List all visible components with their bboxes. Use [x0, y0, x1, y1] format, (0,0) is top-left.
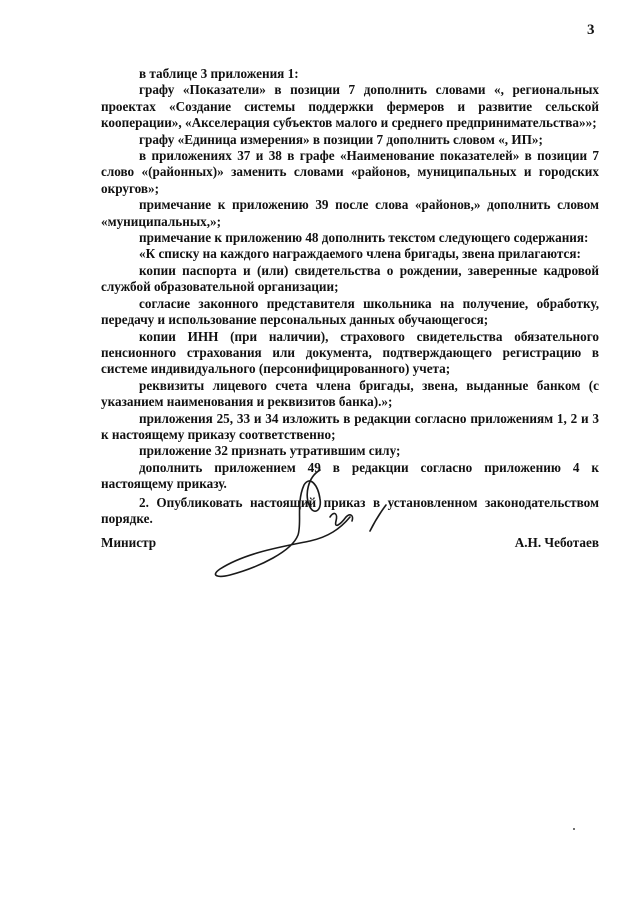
- paragraph: приложение 32 признать утратившим силу;: [139, 443, 401, 459]
- paragraph-item-2: 2. Опубликовать настоящий приказ в установленном законодательством порядке.: [101, 494, 599, 526]
- signatory-position: Министр: [101, 535, 157, 550]
- paragraph: графу «Показатели» в позиции 7 дополнить словами «, региональных проектах «Создание системы поддержки фермеров и развитие сельской кооперации», «Акселерация субъектов малого и среднего предпринимательства»»;: [101, 82, 599, 131]
- paragraph: графу «Единица измерения» в позиции 7 дополнить словом «, ИП»;: [139, 131, 543, 147]
- paragraph: приложения 25, 33 и 34 изложить в редакции согласно приложениям 1, 2 и 3 к настоящему приказу соответственно;: [101, 410, 599, 442]
- paragraph: копии паспорта и (или) свидетельства о рождении, заверенные кадровой службой образовательной организации;: [101, 262, 599, 295]
- paragraph: примечание к приложению 39 после слова «районов,» дополнить словом «муниципальных,»;: [101, 197, 599, 229]
- paragraph: примечание к приложению 48 дополнить текстом следующего содержания:: [139, 230, 589, 246]
- paragraph: в приложениях 37 и 38 в графе «Наименование показателей» в позиции 7 слово «(районных)» заменить словами «районов, муниципальных и городских округов»;: [101, 148, 599, 196]
- scan-dot: [573, 828, 575, 830]
- paragraph: копии ИНН (при наличии), страхового свидетельства обязательного пенсионного страхования или документа, подтверждающего регистрацию в системе индивидуального (персонифицированного) учета;: [101, 328, 599, 377]
- paragraph: дополнить приложением 49 в редакции согласно приложению 4 к настоящему приказу.: [101, 459, 599, 492]
- page-number: 3: [587, 22, 595, 38]
- signatory-name: А.Н. Чеботаев: [514, 535, 599, 550]
- paragraph: согласие законного представителя школьника на получение, обработку, передачу и использование персональных данных обучающегося;: [101, 295, 599, 328]
- paragraph: «К списку на каждого награждаемого члена бригады, звена прилагаются:: [139, 246, 581, 262]
- paragraph: в таблице 3 приложения 1:: [139, 66, 299, 81]
- paragraph: реквизиты лицевого счета члена бригады, звена, выданные банком (с указанием наименования и реквизитов банка).»;: [101, 377, 599, 410]
- handwritten-signature: [200, 455, 400, 585]
